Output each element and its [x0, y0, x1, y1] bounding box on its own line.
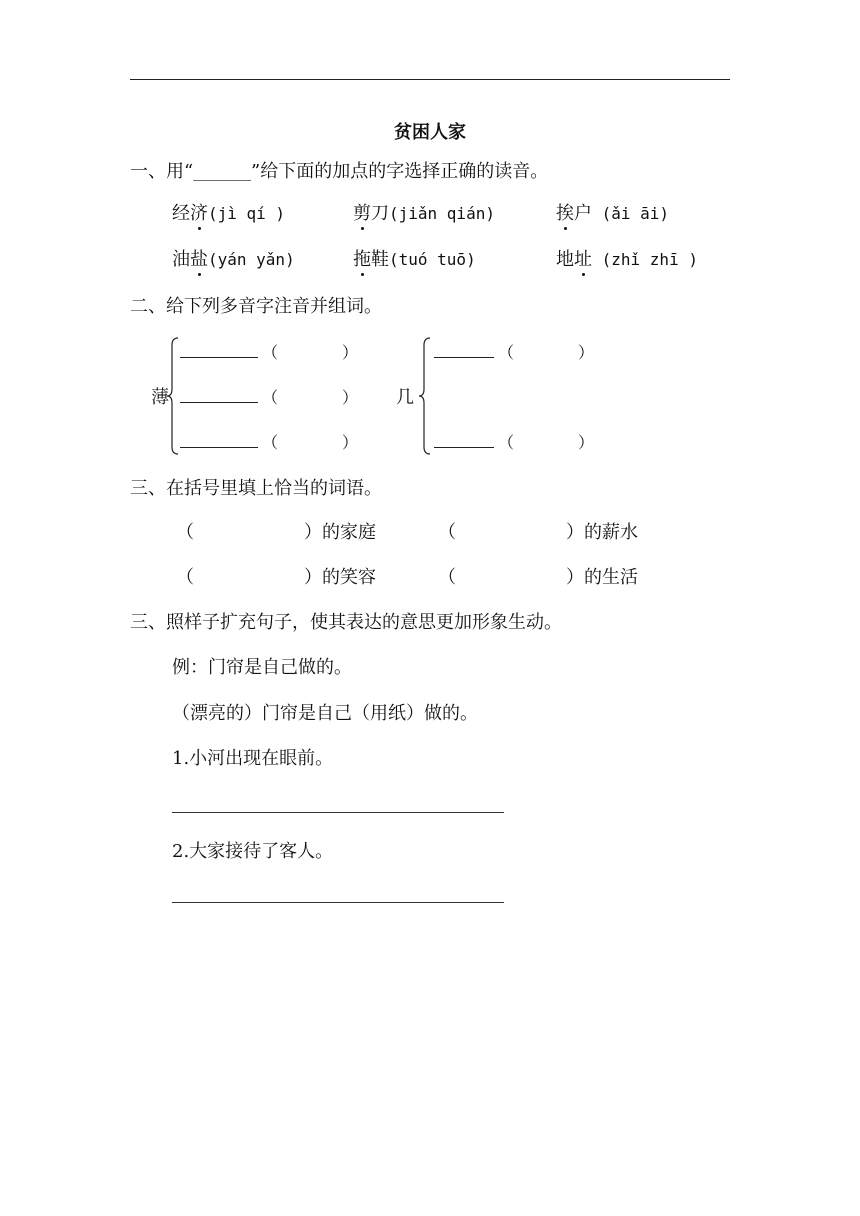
paren-open: （ — [262, 433, 279, 452]
item-post: 户 — [574, 203, 592, 224]
section1-heading — [130, 161, 548, 183]
pinyin-options: (jiǎn qián) — [389, 204, 495, 223]
paren-close: ） — [566, 567, 584, 588]
example-answer: （漂亮的）门帘是自己（用纸）做的。 — [172, 703, 478, 724]
paren-open: （ — [438, 567, 456, 588]
answer-line-2[interactable] — [172, 902, 504, 903]
pinyin-options: (jì qí ) — [208, 204, 286, 223]
pinyin-blank[interactable] — [434, 431, 494, 448]
item-pre: 经 — [172, 203, 190, 224]
fill-item-xiaorong[interactable] — [176, 567, 376, 589]
pinyin-options: (yán yǎn) — [208, 250, 295, 269]
paren-open: （ — [498, 433, 515, 452]
question-2: 2.大家接待了客人。 — [172, 841, 334, 862]
paren-close: ） — [304, 522, 322, 543]
pinyin-item-youyan — [172, 249, 295, 271]
pinyin-options: (tuó tuō) — [389, 250, 476, 269]
paren-close: ） — [578, 343, 595, 362]
polyphone-char-ji: 几 — [396, 387, 414, 408]
paren-open: （ — [176, 522, 194, 543]
item-post: 鞋 — [371, 249, 389, 270]
paren-close: ） — [566, 522, 584, 543]
blank-row-bao-1[interactable] — [180, 341, 358, 364]
section4-heading: 三、照样子扩充句子，使其表达的意思更加形象生动。 — [130, 612, 562, 633]
answer-line-1[interactable] — [172, 812, 504, 813]
polyphone-char-bao: 薄 — [151, 387, 169, 408]
blank-row-bao-2[interactable] — [180, 386, 358, 409]
dotted-char: 济 — [190, 203, 208, 224]
fill-item-text: 的薪水 — [584, 522, 638, 543]
fill-item-text: 的笑容 — [322, 567, 376, 588]
question-1: 1.小河出现在眼前。 — [172, 748, 334, 769]
paren-open: （ — [262, 343, 279, 362]
paren-open: （ — [262, 388, 279, 407]
fill-item-xinshui[interactable] — [438, 522, 638, 544]
brace-bao — [166, 337, 180, 455]
paren-close: ） — [578, 433, 595, 452]
blank-row-ji-1[interactable] — [434, 341, 594, 364]
item-pre: 油 — [172, 249, 190, 270]
paren-close: ） — [342, 433, 359, 452]
fill-item-jiating[interactable] — [176, 522, 376, 544]
pinyin-item-jingji — [172, 203, 285, 225]
pinyin-blank[interactable] — [434, 341, 494, 358]
pinyin-blank[interactable] — [180, 431, 258, 448]
top-rule — [130, 79, 730, 80]
brace-ji — [418, 337, 432, 455]
section1-heading-post: ”给下面的加点的字选择正确的读音。 — [251, 161, 549, 182]
section1-heading-pre: 一、用“ — [130, 161, 194, 182]
pinyin-item-aihu — [556, 203, 669, 225]
paren-close: ） — [342, 343, 359, 362]
pinyin-item-jiandao — [353, 203, 495, 225]
item-pre: 地 — [556, 249, 574, 270]
page-title: 贫困人家 — [394, 122, 466, 143]
paren-open: （ — [438, 522, 456, 543]
dotted-char: 拖 — [353, 249, 371, 270]
dotted-char: 址 — [574, 249, 592, 270]
dotted-char: 盐 — [190, 249, 208, 270]
pinyin-item-dizhi — [556, 249, 698, 271]
section3-heading: 三、在括号里填上恰当的词语。 — [130, 478, 382, 499]
fill-item-text: 的家庭 — [322, 522, 376, 543]
pinyin-options: (ǎi āi) — [592, 204, 670, 223]
fill-item-shenghuo[interactable] — [438, 567, 638, 589]
fill-item-text: 的生活 — [584, 567, 638, 588]
example-sentence: 例：门帘是自己做的。 — [172, 657, 352, 678]
section2-heading: 二、给下列多音字注音并组词。 — [130, 296, 382, 317]
pinyin-blank[interactable] — [180, 386, 258, 403]
dotted-char: 挨 — [556, 203, 574, 224]
blank-row-ji-2[interactable] — [434, 431, 594, 454]
section1-heading-blank: ______ — [193, 162, 251, 181]
item-post: 刀 — [371, 203, 389, 224]
pinyin-options: (zhǐ zhī ) — [592, 250, 698, 269]
paren-close: ） — [304, 567, 322, 588]
pinyin-item-tuoxie — [353, 249, 476, 271]
blank-row-bao-3[interactable] — [180, 431, 358, 454]
paren-open: （ — [498, 343, 515, 362]
paren-close: ） — [342, 388, 359, 407]
dotted-char: 剪 — [353, 203, 371, 224]
pinyin-blank[interactable] — [180, 341, 258, 358]
paren-open: （ — [176, 567, 194, 588]
